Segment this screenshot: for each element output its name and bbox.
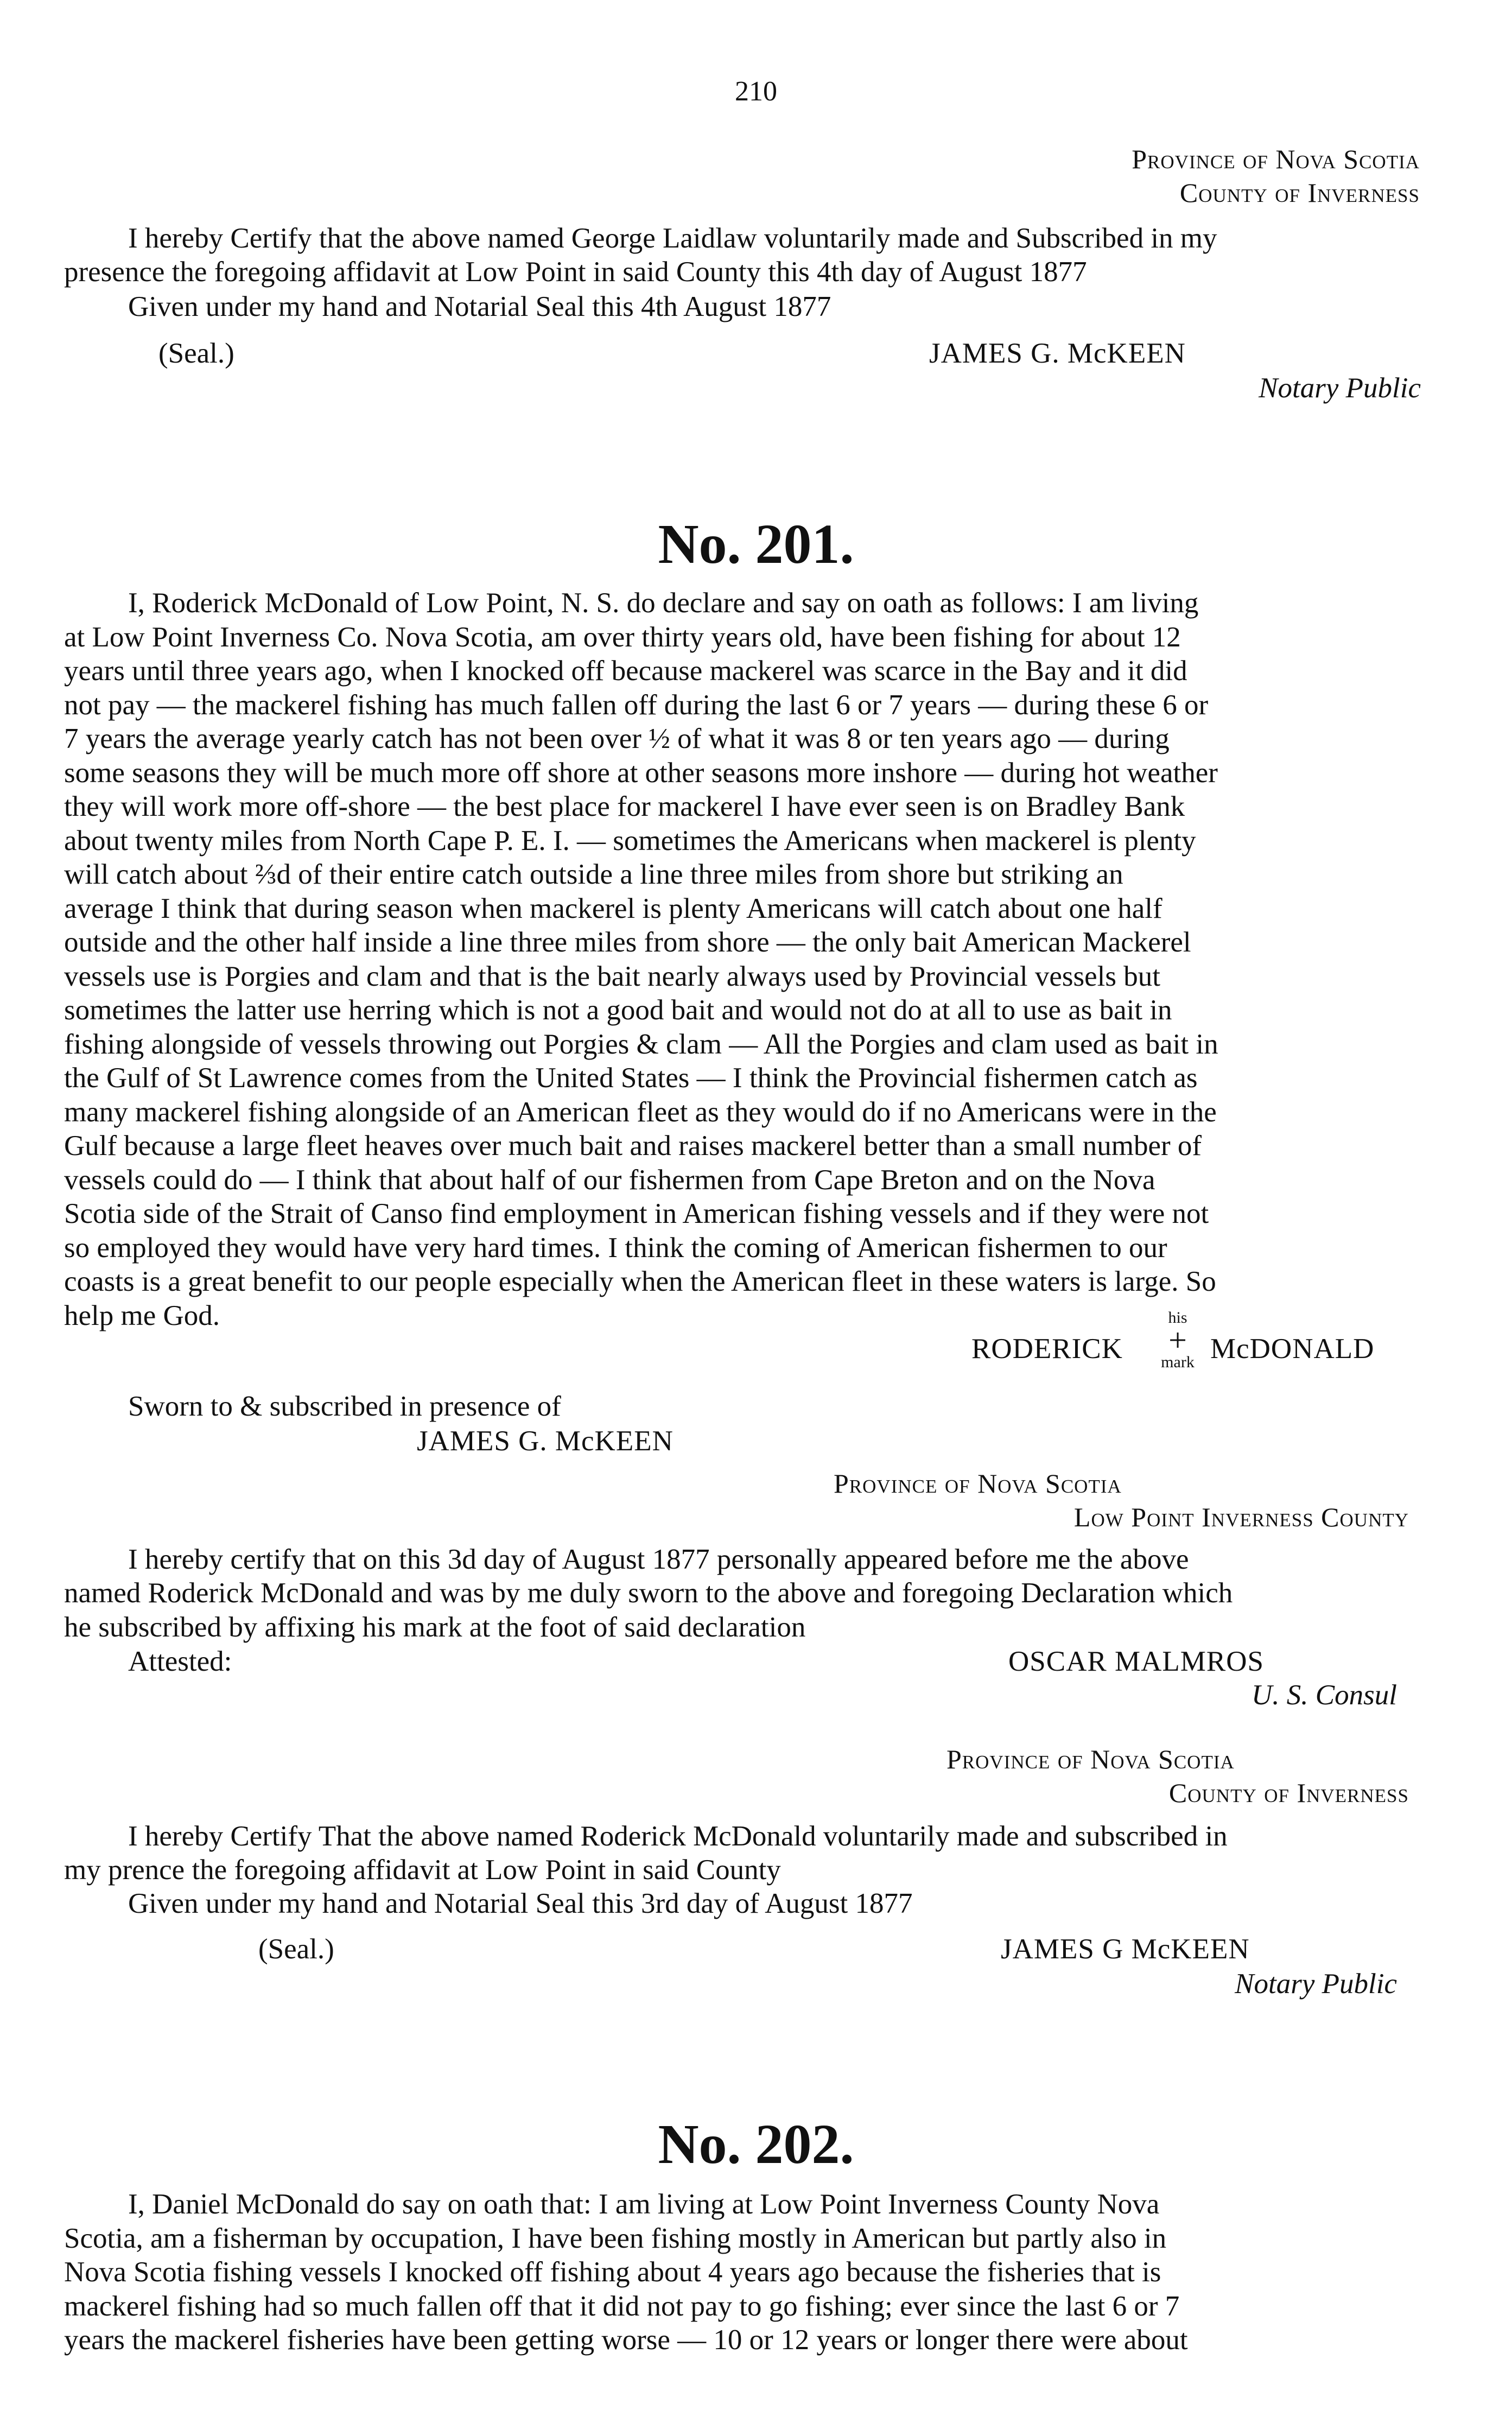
affidavit-201-line: sometimes the latter use herring which is not a good bait and would not do at all to use as bait in	[64, 994, 1172, 1026]
cert1-given: Given under my hand and Notarial Seal this 4th August 1877	[128, 291, 831, 322]
sworn-statement: Sworn to & subscribed in presence of	[128, 1391, 561, 1422]
cert2-signer: JAMES G McKEEN	[1001, 1933, 1250, 1965]
affidavit-201-line: years until three years ago, when I knocked off because mackerel was scarce in the Bay and it did	[64, 655, 1187, 687]
signature-last-name: McDONALD	[1210, 1333, 1375, 1365]
affidavit-201-line: outside and the other half inside a line three miles from shore — the only bait American Mackerel	[64, 927, 1191, 958]
cert2-title: Notary Public	[1235, 1968, 1397, 2000]
cross-mark-icon: +	[1168, 1322, 1187, 1358]
affidavit-201-line: so employed they would have very hard times. I think the coming of American fishermen to our	[64, 1232, 1167, 1264]
affidavit-201-line: fishing alongside of vessels throwing out Porgies & clam — All the Porgies and clam used as bait in	[64, 1029, 1218, 1060]
affidavit-201-line: vessels use is Porgies and clam and that is the bait nearly always used by Provincial vessels but	[64, 961, 1161, 992]
consul-cert-line1: I hereby certify that on this 3d day of August 1877 personally appeared before me the above	[128, 1544, 1189, 1575]
cert1-seal: (Seal.)	[158, 338, 234, 369]
cert2-province: Province of Nova Scotia	[946, 1744, 1235, 1774]
affidavit-201-line: they will work more off-shore — the best place for mackerel I have ever seen is on Bradley Bank	[64, 791, 1185, 822]
affidavit-201-line: about twenty miles from North Cape P. E. I. — sometimes the Americans when mackerel is plenty	[64, 825, 1196, 857]
affidavit-201-line: will catch about ⅔d of their entire catch outside a line three miles from shore but striking an	[64, 859, 1123, 890]
consul-name: OSCAR MALMROS	[1008, 1646, 1264, 1677]
signature-mark	[1156, 1309, 1199, 1371]
affidavit-201-line: I, Roderick McDonald of Low Point, N. S. do declare and say on oath as follows: I am living	[128, 587, 1199, 619]
cert2-county: County of Inverness	[1168, 1778, 1409, 1808]
cert2-text-line1: I hereby Certify That the above named Roderick McDonald voluntarily made and subscribed in	[128, 1820, 1228, 1852]
affidavit-201-line: Scotia side of the Strait of Canso find employment in American fishing vessels and if they were not	[64, 1198, 1209, 1229]
affidavit-202-line: Scotia, am a fisherman by occupation, I have been fishing mostly in American but partly also in	[64, 2223, 1167, 2254]
affidavit-202-line: I, Daniel McDonald do say on oath that: I am living at Low Point Inverness County Nova	[128, 2188, 1160, 2220]
affidavit-201-line: not pay — the mackerel fishing has much fallen off during the last 6 or 7 years — during these 6 or	[64, 689, 1209, 721]
cert1-text-line2: presence the foregoing affidavit at Low Point in said County this 4th day of August 1877	[64, 256, 1087, 288]
affidavit-202-line: years the mackerel fisheries have been getting worse — 10 or 12 years or longer there were about	[64, 2324, 1188, 2356]
affidavit-201-line: some seasons they will be much more off shore at other seasons more inshore — during hot weather	[64, 757, 1218, 789]
consul-title: U. S. Consul	[1251, 1679, 1397, 1711]
affidavit-201-line: vessels could do — I think that about half of our fishermen from Cape Breton and on the Nova	[64, 1164, 1155, 1196]
affidavit-201-line: the Gulf of St Lawrence comes from the United States — I think the Provincial fishermen catch as	[64, 1062, 1198, 1094]
affidavit-202-heading: No. 202.	[658, 2113, 854, 2175]
sworn-witness-name: JAMES G. McKEEN	[417, 1425, 674, 1457]
cert1-title: Notary Public	[1259, 372, 1421, 404]
affidavit-201-line: coasts is a great benefit to our people especially when the American fleet in these waters is large. So	[64, 1266, 1216, 1297]
consul-cert-line2: named Roderick McDonald and was by me duly sworn to the above and foregoing Declaration which	[64, 1577, 1233, 1609]
affidavit-202-line: Nova Scotia fishing vessels I knocked off fishing about 4 years ago because the fisheries that is	[64, 2256, 1161, 2288]
consul-county: Low Point Inverness County	[1073, 1502, 1409, 1532]
affidavit-201-line: Gulf because a large fleet heaves over much bait and raises mackerel better than a small number of	[64, 1130, 1202, 1162]
signature-first-name: RODERICK	[971, 1333, 1123, 1365]
affidavit-201-line: average I think that during season when mackerel is plenty Americans will catch about one half	[64, 893, 1162, 924]
signature-mark-label: mark	[1161, 1353, 1195, 1371]
affidavit-201-line: at Low Point Inverness Co. Nova Scotia, am over thirty years old, have been fishing for about 12	[64, 621, 1181, 653]
cert2-given: Given under my hand and Notarial Seal this 3rd day of August 1877	[128, 1888, 913, 1919]
page-number: 210	[735, 76, 777, 107]
consul-province: Province of Nova Scotia	[834, 1468, 1122, 1499]
cert1-province: Province of Nova Scotia	[1132, 144, 1420, 174]
signature-his: his	[1168, 1309, 1187, 1327]
affidavit-201-line: 7 years the average yearly catch has not been over ½ of what it was 8 or ten years ago — during	[64, 723, 1170, 754]
cert2-seal: (Seal.)	[258, 1933, 334, 1965]
consul-cert-line3: he subscribed by affixing his mark at the foot of said declaration	[64, 1612, 806, 1643]
cert1-text-line1: I hereby Certify that the above named George Laidlaw voluntarily made and Subscribed in my	[128, 223, 1217, 254]
attested-label: Attested:	[128, 1646, 232, 1677]
affidavit-201-line: many mackerel fishing alongside of an American fleet as they would do if no Americans were in the	[64, 1096, 1217, 1128]
affidavit-201-heading: No. 201.	[658, 513, 854, 575]
affidavit-202-line: mackerel fishing had so much fallen off that it did not pay to go fishing; ever since the last 6 or 7	[64, 2291, 1180, 2322]
cert1-signer: JAMES G. McKEEN	[929, 338, 1186, 369]
cert1-county: County of Inverness	[1179, 177, 1420, 208]
cert2-text-line2: my prence the foregoing affidavit at Low Point in said County	[64, 1854, 781, 1886]
affidavit-201-line: help me God.	[64, 1300, 220, 1331]
